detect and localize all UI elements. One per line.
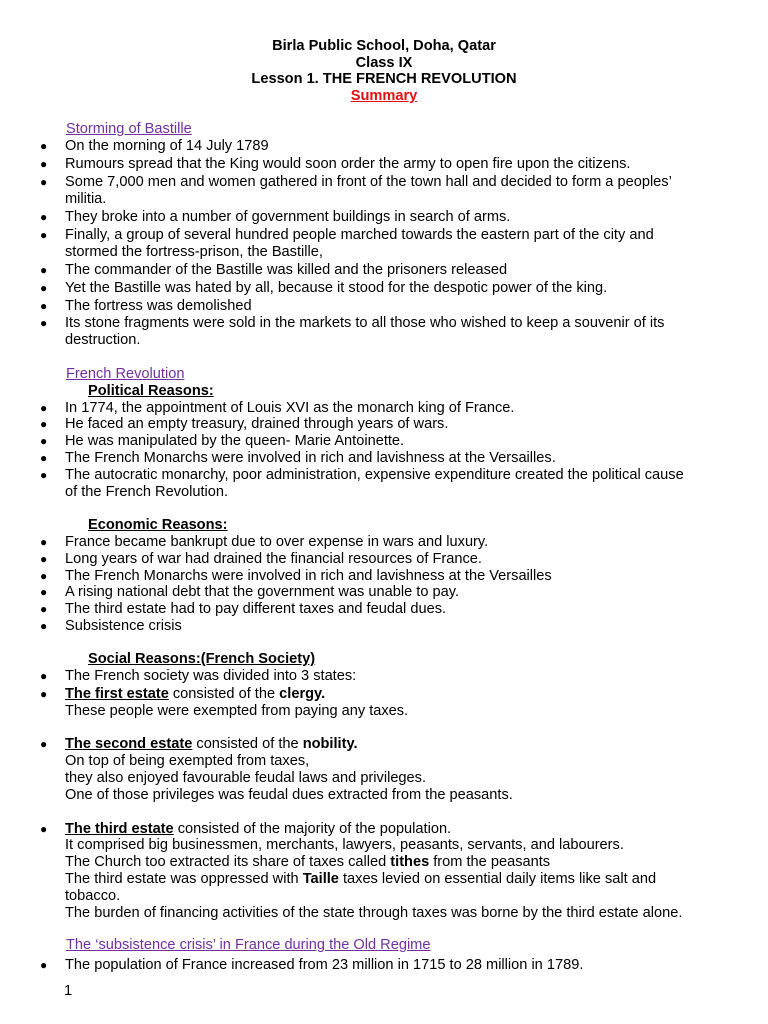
subheading-political: Political Reasons: [88, 383, 214, 399]
bullet-icon: ● [40, 669, 48, 683]
list-item-continuation: stormed the fortress-prison, the Bastille, [65, 244, 323, 260]
class-label: Class IX [355, 55, 413, 71]
bullet-icon: ● [40, 281, 48, 295]
bullet-icon: ● [40, 175, 48, 189]
term-first-estate: The first estate [65, 686, 169, 702]
bullet-icon: ● [40, 585, 48, 599]
school-name: Birla Public School, Doha, Qatar [272, 38, 496, 54]
summary-title: Summary [350, 88, 418, 104]
lesson-title: Lesson 1. THE FRENCH REVOLUTION [251, 71, 517, 87]
term-third-estate: The third estate [65, 821, 174, 837]
list-item-continuation: On top of being exempted from taxes, [65, 753, 310, 769]
page-number: 1 [64, 983, 73, 999]
bullet-icon: ● [40, 958, 48, 972]
bullet-icon: ● [40, 139, 48, 153]
bullet-icon: ● [40, 822, 48, 836]
section-heading-bastille: Storming of Bastille [66, 121, 192, 137]
bullet-icon: ● [40, 417, 48, 431]
bullet-icon: ● [40, 687, 48, 701]
list-item-continuation: tobacco. [65, 888, 121, 904]
bullet-icon: ● [40, 316, 48, 330]
list-item-continuation: The Church too extracted its share of taxes called tithes from the peasants [65, 854, 551, 870]
bullet-icon: ● [40, 228, 48, 242]
bullet-icon: ● [40, 263, 48, 277]
list-item-continuation: destruction. [65, 332, 141, 348]
bullet-icon: ● [40, 451, 48, 465]
section-heading-subsistence: The ‘subsistence crisis’ in France during the Old Regime [66, 937, 431, 953]
subheading-economic: Economic Reasons: [88, 517, 228, 533]
bullet-icon: ● [40, 468, 48, 482]
list-item-continuation: of the French Revolution. [65, 484, 229, 500]
list-item-continuation: militia. [65, 191, 107, 207]
bullet-icon: ● [40, 434, 48, 448]
list-item-continuation: The burden of financing activities of the state through taxes was borne by the third estate alone. [65, 905, 683, 921]
bullet-icon: ● [40, 401, 48, 415]
list-item-continuation: It comprised big businessmen, merchants, lawyers, peasants, servants, and labourers. [65, 837, 624, 853]
section-heading-revolution: French Revolution [66, 366, 185, 382]
bullet-icon: ● [40, 535, 48, 549]
list-item-continuation: The third estate was oppressed with Taille taxes levied on essential daily items like salt and [65, 871, 657, 887]
bullet-icon: ● [40, 737, 48, 751]
term-second-estate: The second estate [65, 736, 193, 752]
bullet-icon: ● [40, 210, 48, 224]
document-page: Birla Public School, Doha, Qatar Class IX Lesson 1. THE FRENCH REVOLUTION Summary Storming of Bastille ● On the morning of 14 July 1789 ● Rumours spread that the King would soon order the army to open fire upon the citizens. ● Some 7,000 men and women gathered in front of the town hall and decided to form a peoples’ militia. ● They broke into a number of government buildings in search of arms. ● Finally, a group of several hundred people marched towards the eastern part of the city and stormed the fortress-prison, the Bastille, ● The commander of the Bastille was killed and the prisoners released ● Yet the Bastille was hated by all, because it stood for the despotic power of the king. ● The fortress was demolished ● Its stone fragments were sold in the markets to all those who wished to keep a souvenir of its destruction. French Revolution Political Reasons: ● In 1774, the appointment of Louis XVI as the monarch king of France. ● He faced an empty treasury, drained through years of wars. ● He was manipulated by the queen- Marie Antoinette. ● The French Monarchs were involved in rich and lavishness at the Versailles. ● The autocratic monarchy, poor administration, expensive expenditure created the political cause of the French Revolution. Economic Reasons: ● France became bankrupt due to over expense in wars and luxury. ● Long years of war had drained the financial resources of France. ● The French Monarchs were involved in rich and lavishness at the Versailles ● A rising national debt that the government was unable to pay. ● The third estate had to pay different taxes and feudal dues. ● Subsistence crisis Social Reasons:(French Society) ● The French society was divided into 3 states: ● The first estate consisted of the clergy. These people were exempted from paying any taxes. ● The second estate consisted of the nobility. On top of being exempted from taxes, they also enjoyed favourable feudal laws and privileges. One of those privileges was feudal dues extracted from the peasants. ● The third estate consisted of the majority of the population. It comprised big businessmen, merchants, lawyers, peasants, servants, and labourers. The Church too extracted its share of taxes called tithes from the peasants The third estate was oppressed with Taille taxes levied on essential daily items like salt and tobacco. The burden of financing activities of the state through taxes was borne by the third estate alone. The ‘subsistence crisis’ in France during the Old Regime ● The population of France increased from 23 million in 1715 to 28 million in 1789. 1 [0, 0, 768, 1024]
bullet-icon: ● [40, 569, 48, 583]
list-item-continuation: they also enjoyed favourable feudal laws and privileges. [65, 770, 427, 786]
bullet-icon: ● [40, 619, 48, 633]
bullet-icon: ● [40, 299, 48, 313]
bullet-icon: ● [40, 157, 48, 171]
list-item-continuation: These people were exempted from paying any taxes. [65, 703, 409, 719]
list-item-continuation: One of those privileges was feudal dues extracted from the peasants. [65, 787, 513, 803]
subheading-social: Social Reasons:(French Society) [88, 651, 316, 667]
bullet-icon: ● [40, 552, 48, 566]
bullet-icon: ● [40, 602, 48, 616]
